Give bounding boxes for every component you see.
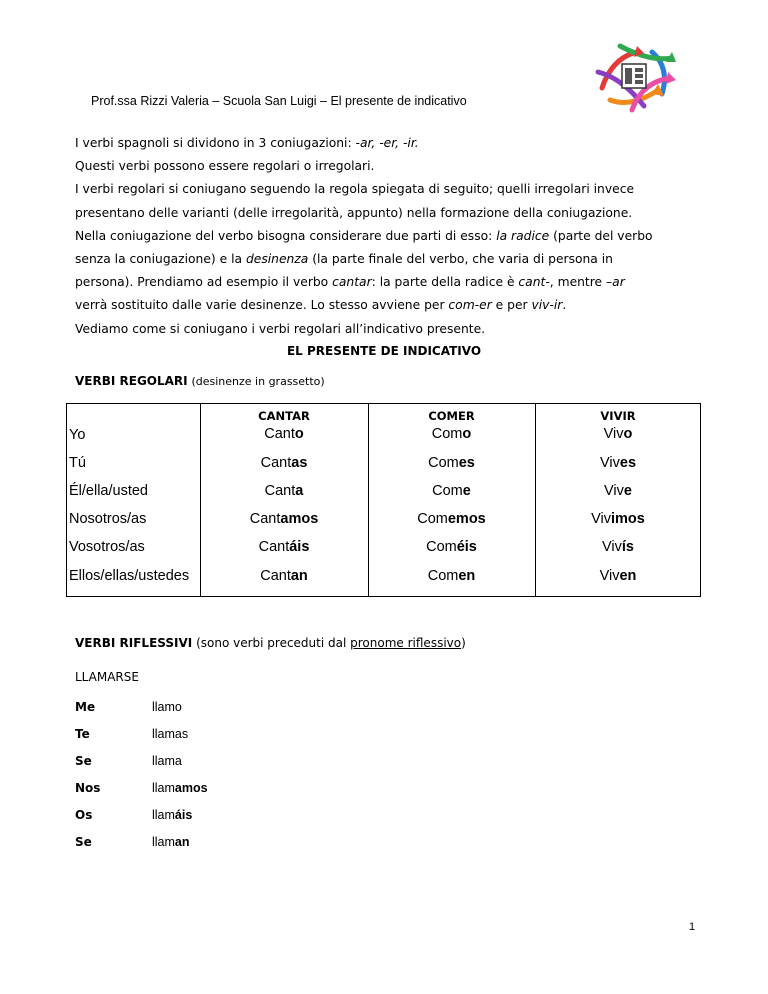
ending: en <box>619 568 637 584</box>
stem: Cant <box>260 455 292 471</box>
ending: áis <box>174 808 193 822</box>
person-label: Ellos/ellas/ustedes <box>69 568 190 584</box>
conjugated-form <box>200 426 368 442</box>
section-title: EL PRESENTE DE INDICATIVO <box>286 344 482 358</box>
endings-list: -ar, -er, -ir. <box>355 136 419 150</box>
intro-line: Vediamo come si coniugano i verbi regolari all’indicativo presente. <box>75 321 486 336</box>
ending: o <box>174 700 182 714</box>
term-radice: la radice <box>496 228 550 243</box>
stem: Com <box>426 539 457 555</box>
reflexive-form <box>152 700 182 714</box>
stem: Com <box>431 426 463 442</box>
person-label: Él/ella/usted <box>69 483 148 499</box>
reflexive-form <box>152 754 182 768</box>
text: . <box>562 298 567 313</box>
conjugated-form <box>368 483 535 499</box>
page-number: 1 <box>689 921 696 933</box>
conjugated-form <box>368 568 535 584</box>
stem: Viv <box>603 426 624 442</box>
conjugated-form <box>200 539 368 555</box>
column-header-comer: COMER <box>428 409 475 423</box>
regular-verbs-heading <box>75 374 325 388</box>
conjugated-form <box>535 539 701 555</box>
conjugated-form <box>200 511 368 527</box>
reflexive-pronoun: Me <box>75 700 96 714</box>
reflexive-verbs-heading <box>75 636 466 650</box>
stem: Com <box>432 483 463 499</box>
conjugated-form <box>535 455 701 471</box>
conjugated-form <box>200 455 368 471</box>
heading-note: (sono verbi preceduti dal <box>196 636 351 650</box>
ending: en <box>458 568 476 584</box>
reflexive-form <box>152 781 208 795</box>
intro-line: I verbi regolari si coniugano seguendo la regola spiegata di seguito; quelli irregolari invece <box>75 182 635 197</box>
ending: e <box>623 483 632 499</box>
conjugated-form <box>200 568 368 584</box>
text: (parte del verbo <box>549 228 653 243</box>
verb-title-llamarse: LLAMARSE <box>75 670 139 684</box>
person-label: Yo <box>69 427 86 443</box>
text: : la parte della radice è <box>371 275 519 290</box>
intro-line <box>75 248 705 271</box>
ending: es <box>619 455 637 471</box>
text: , mentre <box>549 275 607 290</box>
ending: o <box>462 426 472 442</box>
conjugated-form <box>535 568 701 584</box>
intro-line <box>75 132 705 155</box>
reflexive-form <box>152 727 188 741</box>
intro-line <box>75 294 705 317</box>
conjugated-form <box>368 426 535 442</box>
stem: llam <box>152 754 175 768</box>
stem: Com <box>428 455 459 471</box>
ending: amos <box>280 511 319 527</box>
text: senza la coniugazione) e la <box>75 252 246 267</box>
person-label: Nosotros/as <box>69 511 147 527</box>
ending: o <box>294 426 304 442</box>
intro-line <box>75 225 705 248</box>
ending: áis <box>289 539 310 555</box>
stem: Viv <box>602 539 622 555</box>
stem: Cant <box>264 483 296 499</box>
conjugated-form <box>368 539 535 555</box>
heading-text: VERBI RIFLESSIVI <box>75 636 193 650</box>
reflexive-pronoun: Se <box>75 835 92 849</box>
reflexive-pronoun: Te <box>75 727 90 741</box>
heading-note: (desinenze in grassetto) <box>191 375 325 388</box>
stem: llam <box>152 835 175 849</box>
heading-text: VERBI REGOLARI <box>75 374 188 388</box>
text: e per <box>491 298 532 313</box>
stem: llam <box>152 700 175 714</box>
person-label: Vosotros/as <box>69 539 145 555</box>
example-ending: –ar <box>606 275 625 290</box>
document-header: Prof.ssa Rizzi Valeria – Scuola San Luigi – El presente de indicativo <box>91 94 467 108</box>
underlined-term: pronome riflessivo <box>350 636 462 650</box>
intro-line: Questi verbi possono essere regolari o irregolari. <box>75 159 375 174</box>
text: (la parte finale del verbo, che varia di persona in <box>308 252 613 267</box>
example-vivir: viv-ir <box>531 298 563 313</box>
stem: Com <box>417 511 448 527</box>
ending: as <box>291 455 308 471</box>
example-verb: cantar <box>332 275 372 290</box>
conjugated-form <box>535 426 701 442</box>
column-header-vivir: VIVIR <box>600 409 636 423</box>
text: Nella coniugazione del verbo bisogna considerare due parti di esso: <box>75 228 497 243</box>
stem: Cant <box>258 539 290 555</box>
text: persona). Prendiamo ad esempio il verbo <box>75 275 333 290</box>
conjugated-form <box>535 483 701 499</box>
ending: amos <box>174 781 208 795</box>
ending: a <box>295 483 304 499</box>
reflexive-form <box>152 835 190 849</box>
ending: as <box>174 727 189 741</box>
stem: Cant <box>264 426 295 442</box>
conjugated-form <box>535 511 701 527</box>
term-desinenza: desinenza <box>245 252 309 267</box>
conjugated-form <box>200 483 368 499</box>
stem: Viv <box>599 568 620 584</box>
ending: e <box>462 483 471 499</box>
stem: Viv <box>604 483 624 499</box>
stem: Com <box>427 568 459 584</box>
reflexive-pronoun: Nos <box>75 781 101 795</box>
example-comer: com-er <box>448 298 492 313</box>
intro-paragraph <box>75 132 705 341</box>
stem: Viv <box>599 455 620 471</box>
intro-line <box>75 271 705 294</box>
school-logo <box>592 38 678 114</box>
stem: llam <box>152 808 175 822</box>
example-stem: cant- <box>518 275 550 290</box>
person-label: Tú <box>69 455 86 471</box>
heading-note: ) <box>461 636 466 650</box>
ending: ís <box>621 539 634 555</box>
intro-line: presentano delle varianti (delle irregolarità, appunto) nella formazione della coniugazione. <box>75 205 633 220</box>
stem: Cant <box>249 511 281 527</box>
stem: llam <box>152 781 175 795</box>
ending: a <box>174 754 182 768</box>
text: I verbi spagnoli si dividono in 3 coniugazioni: <box>75 136 356 150</box>
conjugated-form <box>368 511 535 527</box>
ending: o <box>623 426 633 442</box>
conjugation-table <box>66 403 701 597</box>
stem: Viv <box>591 511 612 527</box>
ending: an <box>174 835 190 849</box>
ending: es <box>458 455 475 471</box>
stem: llam <box>152 727 175 741</box>
conjugated-form <box>368 455 535 471</box>
reflexive-pronoun: Os <box>75 808 93 822</box>
ending: éis <box>456 539 477 555</box>
ending: imos <box>611 511 645 527</box>
reflexive-pronoun: Se <box>75 754 92 768</box>
reflexive-form <box>152 808 192 822</box>
ending: an <box>290 568 308 584</box>
ending: emos <box>447 511 486 527</box>
text: verrà sostituito dalle varie desinenze. Lo stesso avviene per <box>75 298 449 313</box>
stem: Cant <box>260 568 291 584</box>
column-header-cantar: CANTAR <box>258 409 310 423</box>
